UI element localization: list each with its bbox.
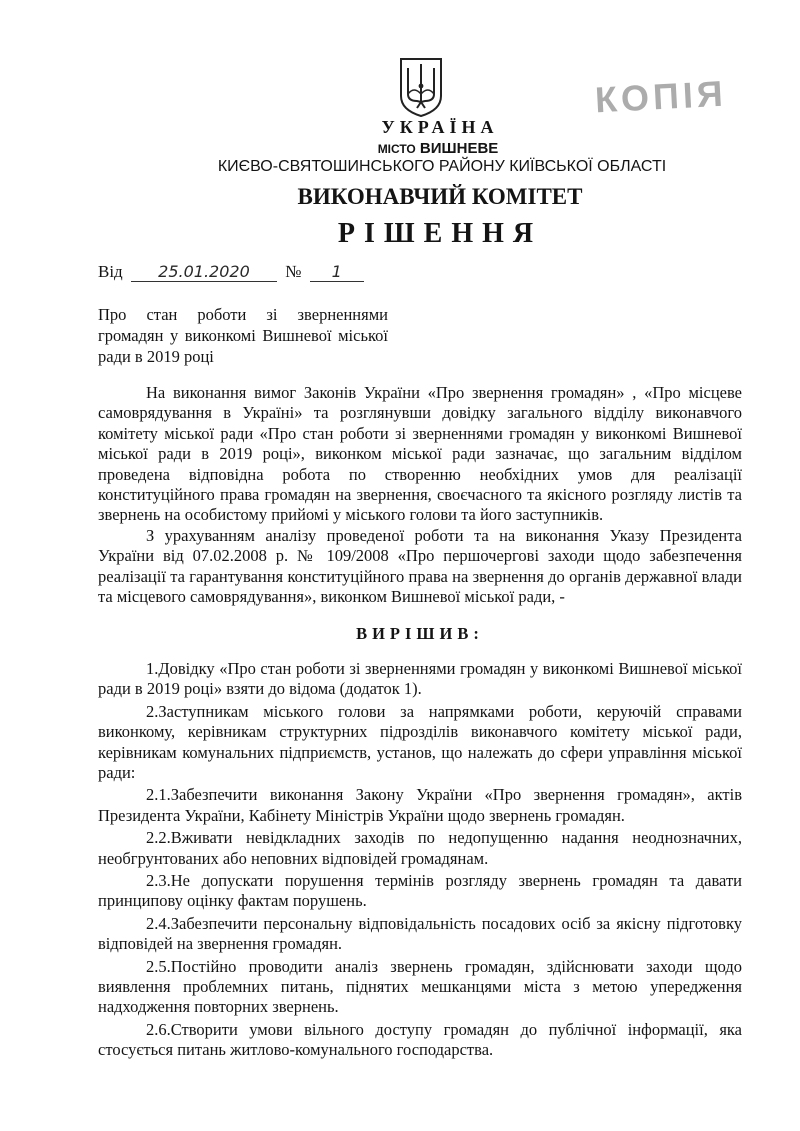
trident-icon bbox=[398, 56, 444, 118]
decision-item: 2.2.Вживати невідкладних заходів по недопущенню надання неоднозначних, необгрунтованих або неповних відповідей громадянам. bbox=[98, 828, 742, 868]
copy-stamp: КОПІЯ bbox=[593, 72, 728, 121]
handwritten-date: 25.01.2020 bbox=[131, 262, 277, 282]
decision-item: 2.1.Забезпечити виконання Закону України «Про звернення громадян», актів Президента України, Кабінету Міністрів України щодо звернень громадян. bbox=[98, 785, 742, 825]
decision-subject: Про стан роботи зі зверненнями громадян у виконкомі Вишневої міської ради в 2019 році bbox=[98, 305, 388, 366]
decision-body bbox=[98, 383, 742, 1061]
decision-item: 1.Довідку «Про стан роботи зі зверненнями громадян у виконкомі Вишневої міської ради в 2019 році» взяти до відома (додаток 1). bbox=[98, 658, 742, 699]
decision-item: 2.Заступникам міського голови за напрямками роботи, керуючій справами виконкому, керівникам структурних підрозділів виконавчого комітету міської ради, керівникам комунальних підприємств, установ, що належать до сфери управління міської ради: bbox=[98, 701, 742, 782]
region-line: КИЄВО-СВЯТОШИНСЬКОГО РАЙОНУ КИЇВСЬКОЇ ОБЛАСТІ bbox=[217, 158, 667, 175]
decision-item: 2.5.Постійно проводити аналіз звернень громадян, здійснювати заходи щодо виявлення проблемних питань, піднятих мешканцями міста з метою упередження надходження повторних звернень. bbox=[98, 956, 742, 1017]
date-label: Від bbox=[98, 262, 123, 281]
country-name: УКРАЇНА bbox=[381, 117, 499, 137]
handwritten-number: 1 bbox=[310, 262, 364, 282]
number-label: № bbox=[285, 262, 302, 281]
city-name: ВИШНЕВЕ bbox=[419, 140, 499, 157]
document-type-title: РІШЕННЯ bbox=[337, 218, 543, 249]
city-line bbox=[0, 140, 800, 157]
preamble-paragraph: На виконання вимог Законів України «Про звернення громадян» , «Про місцеве самоврядування в Україні» та розглянувши довідку загального відділу виконавчого комітету міської ради «Про стан роботи зі зверненнями громадян у виконкомі Вишневої міської ради в 2019 році», виконком міської ради зазначає, що загальним відділом проведена відповідна робота по створенню необхідних умов для реалізації конституційного права громадян на звернення, своєчасного та якісного розгляду листів та звернень на особистому прийомі у міського голови та його заступників. bbox=[98, 383, 742, 525]
decision-item: 2.6.Створити умови вільного доступу громадян до публічної інформації, яка стосується питань житлово-комунального господарства. bbox=[98, 1019, 742, 1060]
city-prefix: МІСТО bbox=[377, 142, 416, 156]
executive-committee-title: ВИКОНАВЧИЙ КОМІТЕТ bbox=[297, 184, 583, 209]
decided-heading: ВИРІШИВ: bbox=[356, 624, 484, 644]
decision-item: 2.4.Забезпечити персональну відповідальність посадових осіб за якісну підготовку відповідей на звернення громадян. bbox=[98, 913, 742, 954]
dateline bbox=[98, 262, 364, 282]
decision-item: 2.3.Не допускати порушення термінів розгляду звернень громадян та давати принципову оцінку фактам порушень. bbox=[98, 870, 742, 911]
preamble-paragraph: З урахуванням аналізу проведеної роботи та на виконання Указу Президента України від 07.02.2008 р. № 109/2008 «Про першочергові заходи щодо забезпечення реалізації та гарантування конституційного права на звернення до органів державної влади та місцевого самоврядування», виконком Вишневої міської ради, - bbox=[98, 525, 742, 607]
